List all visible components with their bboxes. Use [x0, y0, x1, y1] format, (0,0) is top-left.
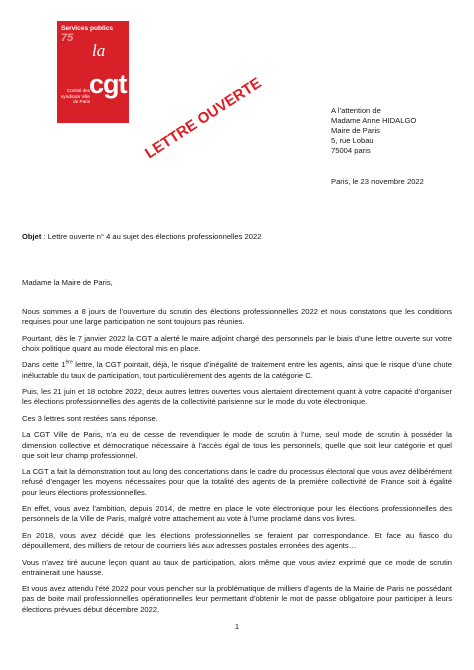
logo-la: la	[92, 41, 106, 60]
paragraph: En effet, vous avez l’ambition, depuis 2014, de mettre en place le vote électronique pour les élections professionnelles des personnels de la Ville de Paris, malgré votre attachement au vote à l’urne proclamé dans vos livres.	[22, 504, 452, 524]
paragraph: En 2018, vous avez décidé que les élections professionnelles se feraient par correspondance. Et face au fiasco du dépouillement, des milliers de retour de courriers liés aux adresses postales erronées des agents…	[22, 530, 452, 551]
cgt-logo	[57, 21, 129, 123]
logo-number: 75	[61, 32, 74, 44]
letter-body	[22, 307, 452, 621]
letter-date: Paris, le 23 novembre 2022	[331, 177, 424, 186]
paragraph: Ces 3 lettres sont restées sans réponse.	[22, 413, 158, 423]
page-number: 1	[234, 622, 240, 631]
recipient-address	[331, 106, 416, 156]
paragraph: La CGT Ville de Paris, n’a eu de cesse de revendiquer le mode de scrutin à l’urne, seul mode de scrutin à posséder la dimension collective et démocratique nécessaire à l’accès égal de tous les personnels, quelle que soit leur catégorie et quel que soit leur champ professionnel.	[22, 430, 452, 460]
recipient-line: 75004 paris	[331, 146, 371, 155]
salutation: Madame la Maire de Paris,	[22, 278, 113, 287]
paragraph: Puis, les 21 juin et 18 octobre 2022, deux autres lettres ouvertes vous alertaient directement quant à votre capacité d’organiser les élections professionnelles des agents de la collectivité parisienne sur le mode du vote électronique.	[22, 387, 452, 407]
paragraph-start: Dans cette 1	[22, 360, 66, 370]
superscript: ère	[65, 359, 73, 366]
letter-subject	[22, 232, 261, 241]
recipient-line: A l’attention de	[331, 106, 381, 115]
paragraph: Pourtant, dès le 7 janvier 2022 la CGT a alerté le maire adjoint chargé des personnels par le biais d’une lettre ouverte sur votre choix politique quant au mode électoral mis en place.	[22, 333, 452, 353]
paragraph-rest: lettre, la CGT pointait, déjà, le risque d’inégalité de traitement entre les agents, ainsi que le risque d’une chute inéluctable du taux de participation, tout particulièrement des agents de la catégorie C.	[22, 360, 452, 380]
paragraph: Vous n’avez tiré aucune leçon quant au taux de participation, alors même que vous aviez exprimé que ce mode de scrutin entrainerait une hausse.	[22, 557, 452, 577]
subject-label: Objet	[22, 232, 42, 241]
subject-text: : Lettre ouverte n° 4 au sujet des élections professionnelles 2022	[41, 232, 262, 241]
lettre-ouverte-stamp: LETTRE OUVERTE	[142, 74, 265, 163]
logo-services-publics: Services publics	[61, 25, 114, 32]
logo-cgt: cgt	[89, 69, 127, 99]
logo-subtitle: Comité des syndicats Ville de Paris	[60, 88, 90, 105]
recipient-line: Maire de Paris	[331, 126, 380, 135]
paragraph: La CGT a fait la démonstration tout au long des concertations dans le cadre du processus électoral que vous avez délibérément refusé d’engager les moyens nécessaires pour que la totalité des agents de la première collectivité de France soit à égalité pour leurs élections professionnelles.	[22, 467, 452, 497]
recipient-line: 5, rue Lobau	[331, 136, 374, 145]
paragraph	[22, 360, 452, 380]
paragraph: Et vous avez attendu l’été 2022 pour vous pencher sur la problématique de milliers d’agents de la Mairie de Paris ne possédant pas de boite mail professionnelles opérationnelles leur permettant d’obtenir le mot de passe obligatoire pour participer à leurs élections prévues début décembre 2022.	[22, 584, 452, 614]
recipient-line: Madame Anne HIDALGO	[331, 116, 417, 125]
paragraph: Nous sommes a 8 jours de l’ouverture du scrutin des élections professionnelles 2022 et nous constatons que les conditions requises pour une large participation ne sont toujours pas réunies.	[22, 307, 452, 327]
